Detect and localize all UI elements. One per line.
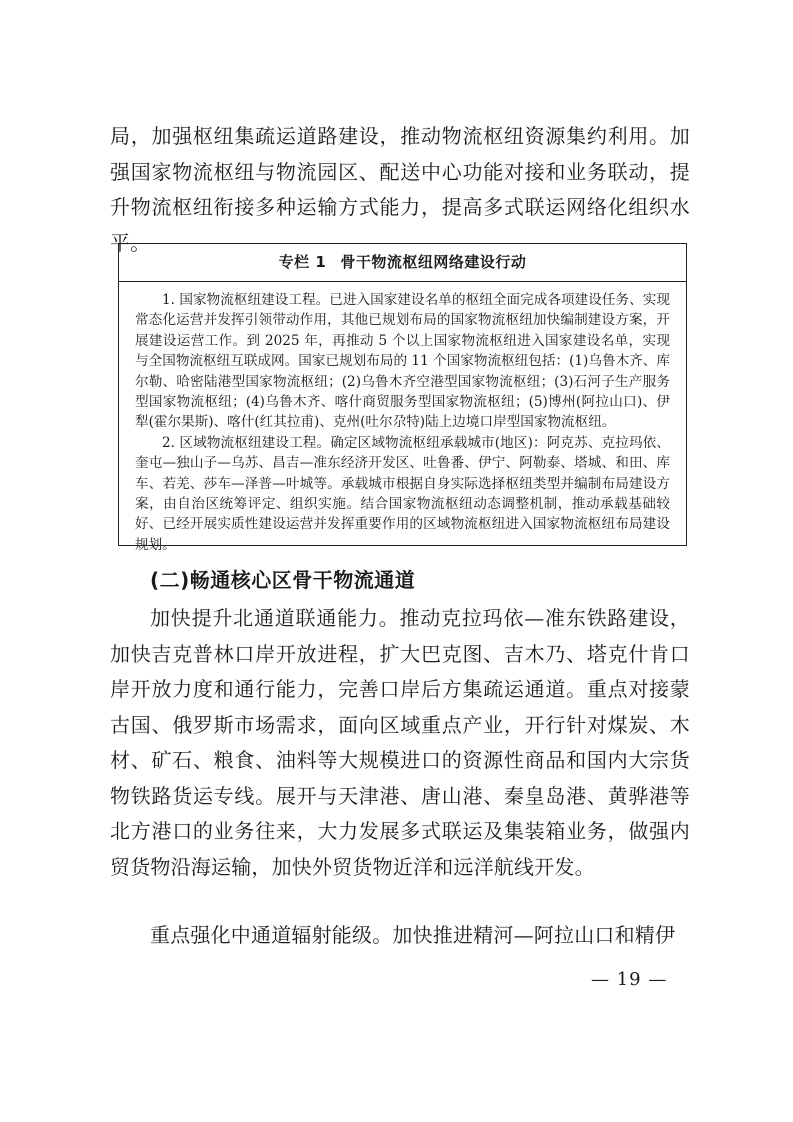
section-heading: (二)畅通核心区骨干物流通道 xyxy=(150,568,416,592)
intro-paragraph: 局，加强枢纽集疏运道路建设，推动物流枢纽资源集约利用。加强国家物流枢纽与物流园区、配送中心功能对接和业务联动，提升物流枢纽衔接多种运输方式能力，提高多式联运网络化组织水平。 xyxy=(110,124,690,255)
paragraph-center-channel: 重点强化中通道辐射能级。加快推进精河—阿拉山口和精伊 xyxy=(150,923,676,947)
column-box-item: 1. 国家物流枢纽建设工程。已进入国家建设名单的枢纽全面完成各项建设任务、实现常态化运营并发挥引领带动作用，其他已规划布局的国家物流枢纽加快编制建设方案，开展建设运营工作。到 2025 年，再推动 5 个以上国家物流枢纽进入国家建设名单，实现与全国物流枢纽互联成网。国家已规划布局的 11 个国家物流枢纽包括：(1)乌鲁木齐、库尔勒、哈密陆港型国家物流枢纽；(2)乌鲁木齐空港型国家物流枢纽；(3)石河子生产服务型国家物流枢纽；(4)乌鲁木齐、喀什商贸服务型国家物流枢纽；(5)博州(阿拉山口)、伊犁(霍尔果斯)、喀什(红其拉甫)、克州(吐尔尕特)陆上边境口岸型国家物流枢纽。 xyxy=(135,292,670,431)
column-box xyxy=(118,243,687,553)
column-box-item: 2. 区域物流枢纽建设工程。确定区域物流枢纽承载城市(地区)：阿克苏、克拉玛依、奎屯—独山子—乌苏、昌吉—准东经济开发区、吐鲁番、伊宁、阿勒泰、塔城、和田、库车、若羌、莎车—泽普—叶城等。承载城市根据自身实际选择枢纽类型并编制布局建设方案，由自治区统筹评定、组织实施。结合国家物流枢纽动态调整机制，推动承载基础较好、已经开展实质性建设运营并发挥重要作用的区域物流枢纽进入国家物流枢纽布局建设规划。 xyxy=(135,434,670,553)
column-box-title-bar xyxy=(119,244,686,282)
paragraph-north-channel: 加快提升北通道联通能力。推动克拉玛依—准东铁路建设，加快吉克普林口岸开放进程，扩大巴克图、吉木乃、塔克什肯口岸开放力度和通行能力，完善口岸后方集疏运通道。重点对接蒙古国、俄罗斯市场需求，面向区域重点产业，开行针对煤炭、木材、矿石、粮食、油料等大规模进口的资源性商品和国内大宗货物铁路货运专线。展开与天津港、唐山港、秦皇岛港、黄骅港等北方港口的业务往来，大力发展多式联运及集装箱业务，做强内贸货物沿海运输，加快外贸货物近洋和远洋航线开发。 xyxy=(110,606,690,879)
column-box-label: 专栏 1 xyxy=(278,253,327,271)
column-box-title: 骨干物流枢纽网络建设行动 xyxy=(340,253,527,271)
column-box-body xyxy=(119,282,686,555)
page-number: — 19 — xyxy=(591,969,668,990)
